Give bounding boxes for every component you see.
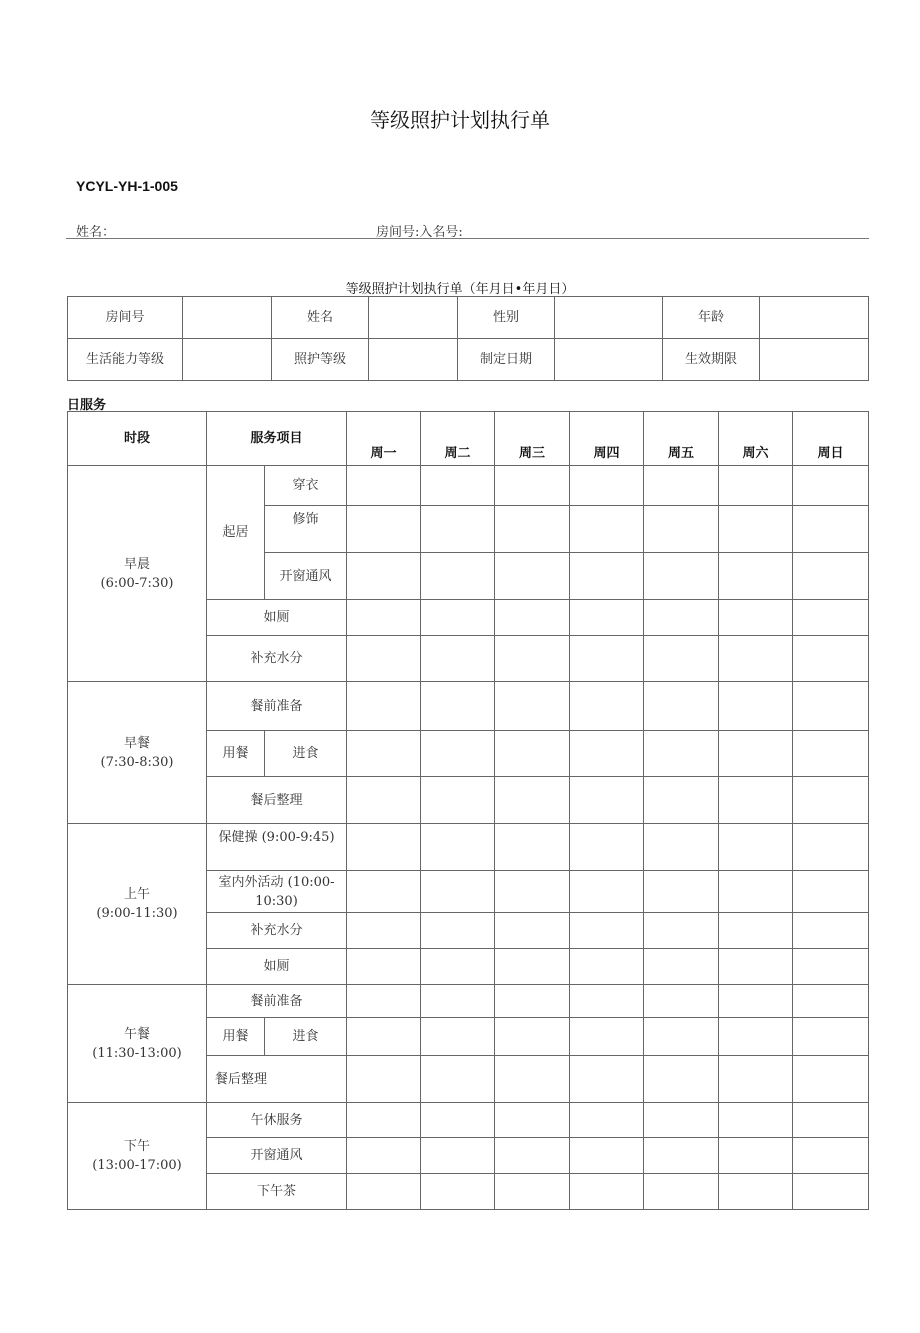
check-cell[interactable] <box>421 682 495 731</box>
period-cell-breakfast <box>68 682 207 824</box>
check-cell[interactable] <box>495 824 570 871</box>
service-item: 餐前准备 <box>207 682 347 731</box>
info-label: 生活能力等级 <box>68 339 183 381</box>
period-time: (9:00-11:30) <box>96 906 178 921</box>
check-cell[interactable] <box>793 1138 869 1174</box>
check-cell[interactable] <box>421 871 495 913</box>
check-cell[interactable] <box>421 913 495 949</box>
info-label: 生效期限 <box>663 339 760 381</box>
check-cell[interactable] <box>421 1103 495 1138</box>
service-item: 餐后整理 <box>207 1056 347 1103</box>
check-cell[interactable] <box>793 553 869 600</box>
check-cell[interactable] <box>719 1103 793 1138</box>
check-cell[interactable] <box>570 553 644 600</box>
check-cell[interactable] <box>347 1018 421 1056</box>
check-cell[interactable] <box>644 777 719 824</box>
check-cell[interactable] <box>347 1174 421 1210</box>
service-item: 下午茶 <box>207 1174 347 1210</box>
service-item: 修饰 <box>265 506 347 553</box>
table-row <box>68 1103 869 1138</box>
period-name: 早晨 <box>123 556 150 572</box>
table-row <box>68 824 869 871</box>
service-item: 餐后整理 <box>207 777 347 824</box>
service-item: 如厕 <box>207 949 347 985</box>
service-item: 餐前准备 <box>207 985 347 1018</box>
check-cell[interactable] <box>719 777 793 824</box>
check-cell[interactable] <box>495 1103 570 1138</box>
check-cell[interactable] <box>719 985 793 1018</box>
check-cell[interactable] <box>644 824 719 871</box>
check-cell[interactable] <box>421 1018 495 1056</box>
check-cell[interactable] <box>347 1138 421 1174</box>
check-cell[interactable] <box>421 1174 495 1210</box>
form-subtitle: 等级照护计划执行单（年月日•年月日） <box>345 282 575 297</box>
day-header-sun: 周日 <box>793 412 869 466</box>
schedule-table <box>67 411 869 1210</box>
check-cell[interactable] <box>719 636 793 682</box>
check-cell[interactable] <box>793 506 869 553</box>
check-cell[interactable] <box>719 871 793 913</box>
check-cell[interactable] <box>421 1138 495 1174</box>
room-id-label: 房间号:入名号: <box>376 225 463 240</box>
check-cell[interactable] <box>421 466 495 506</box>
info-value-cell[interactable] <box>183 339 272 381</box>
check-cell[interactable] <box>793 600 869 636</box>
check-cell[interactable] <box>570 466 644 506</box>
check-cell[interactable] <box>570 506 644 553</box>
period-cell-afternoon <box>68 1103 207 1210</box>
check-cell[interactable] <box>495 871 570 913</box>
check-cell[interactable] <box>719 1018 793 1056</box>
check-cell[interactable] <box>719 506 793 553</box>
service-group-label: 用餐 <box>207 731 265 777</box>
check-cell[interactable] <box>347 600 421 636</box>
info-label: 姓名 <box>272 297 369 339</box>
check-cell[interactable] <box>421 777 495 824</box>
check-cell[interactable] <box>793 1056 869 1103</box>
period-name: 下午 <box>123 1139 150 1154</box>
check-cell[interactable] <box>347 636 421 682</box>
check-cell[interactable] <box>793 1018 869 1056</box>
check-cell[interactable] <box>421 985 495 1018</box>
check-cell[interactable] <box>421 600 495 636</box>
info-row <box>68 297 869 339</box>
check-cell[interactable] <box>347 871 421 913</box>
service-item: 进食 <box>265 731 347 777</box>
check-cell[interactable] <box>719 600 793 636</box>
check-cell[interactable] <box>570 777 644 824</box>
check-cell[interactable] <box>347 506 421 553</box>
check-cell[interactable] <box>495 985 570 1018</box>
check-cell[interactable] <box>570 913 644 949</box>
info-label: 制定日期 <box>458 339 555 381</box>
check-cell[interactable] <box>570 1056 644 1103</box>
table-row <box>68 682 869 731</box>
info-row <box>68 339 869 381</box>
check-cell[interactable] <box>347 913 421 949</box>
service-item: 如厕 <box>207 600 347 636</box>
check-cell[interactable] <box>644 1138 719 1174</box>
check-cell[interactable] <box>495 506 570 553</box>
header-row <box>68 412 869 466</box>
service-item: 室内外活动 (10:00-10:30) <box>207 871 347 913</box>
check-cell[interactable] <box>719 1174 793 1210</box>
check-cell[interactable] <box>570 1174 644 1210</box>
check-cell[interactable] <box>495 913 570 949</box>
check-cell[interactable] <box>644 1103 719 1138</box>
period-time: (11:30-13:00) <box>92 1045 182 1061</box>
check-cell[interactable] <box>719 682 793 731</box>
check-cell[interactable] <box>347 949 421 985</box>
check-cell[interactable] <box>495 636 570 682</box>
check-cell[interactable] <box>644 1174 719 1210</box>
table-row <box>68 985 869 1018</box>
check-cell[interactable] <box>421 731 495 777</box>
check-cell[interactable] <box>495 466 570 506</box>
check-cell[interactable] <box>719 731 793 777</box>
check-cell[interactable] <box>347 777 421 824</box>
check-cell[interactable] <box>347 731 421 777</box>
check-cell[interactable] <box>421 636 495 682</box>
check-cell[interactable] <box>347 1056 421 1103</box>
check-cell[interactable] <box>421 506 495 553</box>
check-cell[interactable] <box>495 1138 570 1174</box>
check-cell[interactable] <box>421 949 495 985</box>
day-header-tue: 周二 <box>421 412 495 466</box>
check-cell[interactable] <box>793 985 869 1018</box>
day-header-thu: 周四 <box>570 412 644 466</box>
service-item: 午休服务 <box>207 1103 347 1138</box>
check-cell[interactable] <box>347 985 421 1018</box>
check-cell[interactable] <box>644 600 719 636</box>
check-cell[interactable] <box>793 824 869 871</box>
info-label: 性别 <box>458 297 555 339</box>
check-cell[interactable] <box>495 553 570 600</box>
service-item: 开窗通风 <box>265 553 347 600</box>
check-cell[interactable] <box>347 682 421 731</box>
check-cell[interactable] <box>644 1018 719 1056</box>
period-time: (7:30-8:30) <box>100 754 174 770</box>
service-group-label: 用餐 <box>207 1018 265 1056</box>
info-label: 年龄 <box>663 297 760 339</box>
info-value-cell[interactable] <box>555 339 663 381</box>
info-value-cell[interactable] <box>369 297 458 339</box>
check-cell[interactable] <box>719 1138 793 1174</box>
check-cell[interactable] <box>644 985 719 1018</box>
check-cell[interactable] <box>495 777 570 824</box>
check-cell[interactable] <box>793 913 869 949</box>
check-cell[interactable] <box>644 871 719 913</box>
service-item: 补充水分 <box>207 636 347 682</box>
check-cell[interactable] <box>347 553 421 600</box>
check-cell[interactable] <box>793 1174 869 1210</box>
check-cell[interactable] <box>644 949 719 985</box>
info-label: 照护等级 <box>272 339 369 381</box>
check-cell[interactable] <box>570 949 644 985</box>
service-header: 服务项目 <box>207 412 347 466</box>
check-cell[interactable] <box>644 636 719 682</box>
check-cell[interactable] <box>644 731 719 777</box>
check-cell[interactable] <box>570 731 644 777</box>
check-cell[interactable] <box>570 871 644 913</box>
day-header-mon: 周一 <box>347 412 421 466</box>
day-header-fri: 周五 <box>644 412 719 466</box>
period-cell-forenoon <box>68 824 207 985</box>
check-cell[interactable] <box>495 682 570 731</box>
name-label: 姓名： <box>76 225 116 240</box>
service-group-label: 起居 <box>207 466 265 600</box>
check-cell[interactable] <box>495 1018 570 1056</box>
check-cell[interactable] <box>644 466 719 506</box>
section-label: 日服务 <box>67 398 107 413</box>
period-cell-morning <box>68 466 207 682</box>
info-value-cell[interactable] <box>760 297 869 339</box>
info-label: 房间号 <box>68 297 183 339</box>
check-cell[interactable] <box>570 1138 644 1174</box>
check-cell[interactable] <box>793 949 869 985</box>
day-header-wed: 周三 <box>495 412 570 466</box>
document-code: YCYL-YH-1-005 <box>76 178 178 194</box>
service-item: 进食 <box>265 1018 347 1056</box>
service-item: 穿衣 <box>265 466 347 506</box>
check-cell[interactable] <box>570 985 644 1018</box>
period-name: 午餐 <box>123 1026 150 1042</box>
service-item: 补充水分 <box>207 913 347 949</box>
info-value-cell[interactable] <box>555 297 663 339</box>
check-cell[interactable] <box>644 682 719 731</box>
check-cell[interactable] <box>793 466 869 506</box>
check-cell[interactable] <box>719 913 793 949</box>
check-cell[interactable] <box>570 1018 644 1056</box>
check-cell[interactable] <box>570 1103 644 1138</box>
check-cell[interactable] <box>570 600 644 636</box>
check-cell[interactable] <box>719 949 793 985</box>
header-underline <box>66 238 869 239</box>
check-cell[interactable] <box>793 636 869 682</box>
check-cell[interactable] <box>644 553 719 600</box>
check-cell[interactable] <box>570 682 644 731</box>
period-time: (6:00-7:30) <box>100 575 174 591</box>
info-value-cell[interactable] <box>183 297 272 339</box>
check-cell[interactable] <box>793 871 869 913</box>
check-cell[interactable] <box>495 949 570 985</box>
check-cell[interactable] <box>644 913 719 949</box>
page-title: 等级照护计划执行单 <box>370 108 550 132</box>
check-cell[interactable] <box>719 466 793 506</box>
period-name: 上午 <box>123 887 150 902</box>
check-cell[interactable] <box>495 1174 570 1210</box>
check-cell[interactable] <box>421 553 495 600</box>
check-cell[interactable] <box>347 466 421 506</box>
period-name: 早餐 <box>123 735 150 751</box>
service-item: 保健操 (9:00-9:45) <box>207 824 347 871</box>
check-cell[interactable] <box>793 1103 869 1138</box>
period-cell-lunch <box>68 985 207 1103</box>
check-cell[interactable] <box>421 1056 495 1103</box>
day-header-sat: 周六 <box>719 412 793 466</box>
check-cell[interactable] <box>719 1056 793 1103</box>
check-cell[interactable] <box>644 506 719 553</box>
info-value-cell[interactable] <box>369 339 458 381</box>
info-value-cell[interactable] <box>760 339 869 381</box>
check-cell[interactable] <box>570 636 644 682</box>
table-row <box>68 466 869 506</box>
service-item: 开窗通风 <box>207 1138 347 1174</box>
check-cell[interactable] <box>495 731 570 777</box>
check-cell[interactable] <box>347 1103 421 1138</box>
check-cell[interactable] <box>495 1056 570 1103</box>
check-cell[interactable] <box>793 731 869 777</box>
check-cell[interactable] <box>644 1056 719 1103</box>
check-cell[interactable] <box>570 824 644 871</box>
check-cell[interactable] <box>347 824 421 871</box>
check-cell[interactable] <box>421 824 495 871</box>
check-cell[interactable] <box>719 553 793 600</box>
info-table <box>67 296 869 381</box>
period-header: 时段 <box>68 412 207 466</box>
check-cell[interactable] <box>719 824 793 871</box>
period-time: (13:00-17:00) <box>92 1158 182 1173</box>
check-cell[interactable] <box>793 682 869 731</box>
check-cell[interactable] <box>793 777 869 824</box>
check-cell[interactable] <box>495 600 570 636</box>
